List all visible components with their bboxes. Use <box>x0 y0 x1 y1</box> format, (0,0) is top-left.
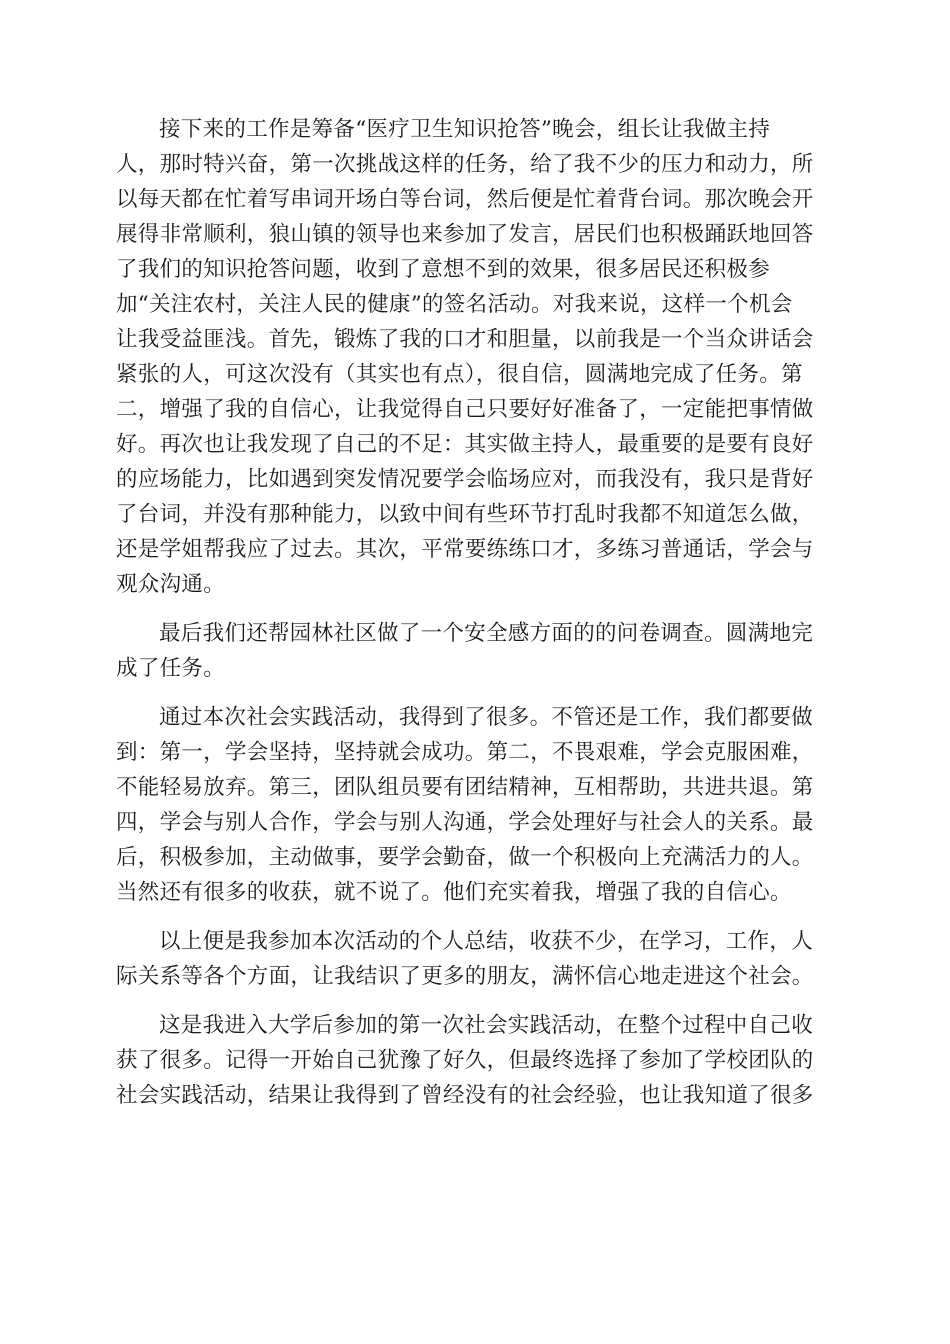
paragraph <box>116 924 832 994</box>
text-line: 后，积极参加，主动做事，要学会勤奋，做一个积极向上充满活力的人。 <box>116 845 814 870</box>
text-line: 这是我进入大学后参加的第一次社会实践活动，在整个过程中自己收 <box>159 1013 814 1038</box>
text-line: 际关系等各个方面，让我结识了更多的朋友，满怀信心地走进这个社会。 <box>116 964 814 989</box>
document-body <box>116 112 832 1127</box>
text-line: 以每天都在忙着写串词开场白等台词，然后便是忙着背台词。那次晚会开 <box>116 187 814 212</box>
text-line: 紧张的人，可这次没有（其实也有点），很自信，圆满地完成了任务。第 <box>116 362 803 387</box>
text-line: 社会实践活动，结果让我得到了曾经没有的社会经验，也让我知道了很多 <box>116 1083 814 1108</box>
paragraph <box>116 112 832 602</box>
paragraph <box>116 616 832 686</box>
text-line: 了我们的知识抢答问题，收到了意想不到的效果，很多居民还积极参 <box>116 257 771 282</box>
text-line: 获了很多。记得一开始自己犹豫了好久，但最终选择了参加了学校团队的 <box>116 1048 814 1073</box>
text-line: 让我受益匪浅。首先，锻炼了我的口才和胆量，以前我是一个当众讲话会 <box>116 327 814 352</box>
text-line: 四，学会与别人合作，学会与别人沟通，学会处理好与社会人的关系。最 <box>116 810 814 835</box>
text-line: 最后我们还帮园林社区做了一个安全感方面的的问卷调查。圆满地完 <box>159 621 814 646</box>
text-line: 到：第一，学会坚持，坚持就会成功。第二，不畏艰难，学会克服困难， <box>116 740 814 765</box>
text-line: 观众沟通。 <box>116 572 226 597</box>
text-line: 接下来的工作是筹备“医疗卫生知识抢答”晚会，组长让我做主持 <box>159 117 771 142</box>
text-line: 了台词，并没有那种能力，以致中间有些环节打乱时我都不知道怎么做， <box>116 502 814 527</box>
paragraph <box>116 1008 832 1113</box>
text-line: 不能轻易放弃。第三，团队组员要有团结精神，互相帮助，共进共退。第 <box>116 775 814 800</box>
text-line: 的应场能力，比如遇到突发情况要学会临场应对，而我没有，我只是背好 <box>116 467 814 492</box>
text-line: 成了任务。 <box>116 656 226 681</box>
text-line: 二，增强了我的自信心，让我觉得自己只要好好准备了，一定能把事情做 <box>116 397 814 422</box>
text-line: 加“关注农村，关注人民的健康”的签名活动。对我来说，这样一个机会 <box>116 292 793 317</box>
text-line: 通过本次社会实践活动，我得到了很多。不管还是工作，我们都要做 <box>159 705 814 730</box>
paragraph <box>116 700 832 910</box>
text-line: 当然还有很多的收获，就不说了。他们充实着我，增强了我的自信心。 <box>116 880 792 905</box>
text-line: 还是学姐帮我应了过去。其次，平常要练练口才，多练习普通话，学会与 <box>116 537 814 562</box>
text-line: 展得非常顺利，狼山镇的领导也来参加了发言，居民们也积极踊跃地回答 <box>116 222 814 247</box>
text-line: 好。再次也让我发现了自己的不足：其实做主持人，最重要的是要有良好 <box>116 432 814 457</box>
text-line: 以上便是我参加本次活动的个人总结，收获不少，在学习，工作，人 <box>159 929 814 954</box>
text-line: 人，那时特兴奋，第一次挑战这样的任务，给了我不少的压力和动力，所 <box>116 152 814 177</box>
